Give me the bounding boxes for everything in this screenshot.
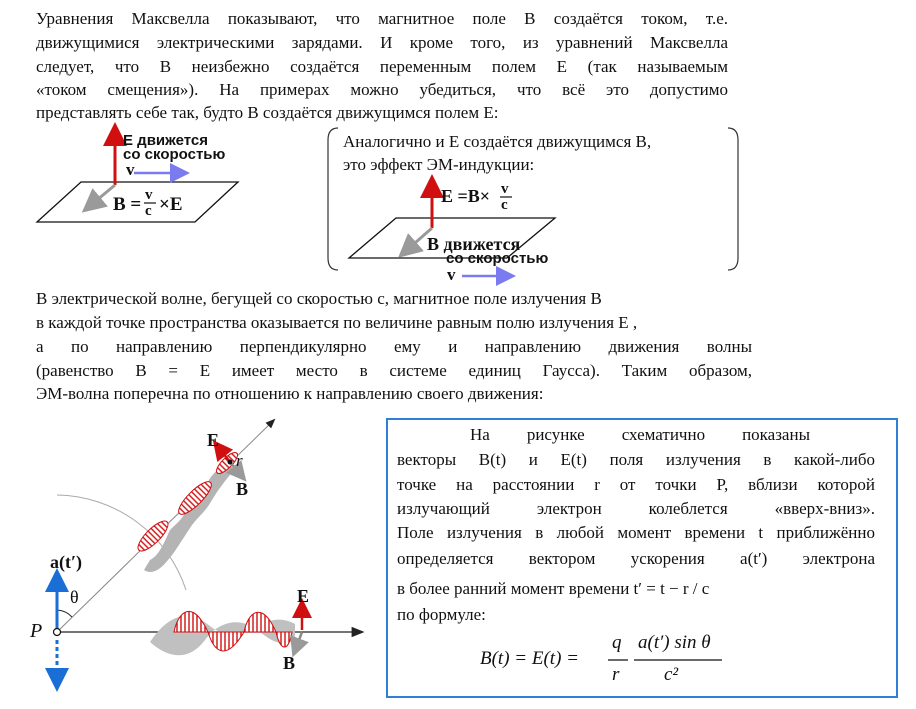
box-line-3: точке на расстоянии r от точки P, вблизи которой — [397, 475, 875, 494]
right-line-1: Аналогично и E создаётся движущимся B, — [343, 132, 652, 151]
left-e-moves: E движется — [123, 132, 208, 149]
wave-line-1: В электрической волне, бегущей со скоростью c, магнитное поле излучения B — [36, 289, 602, 308]
box-line-1: На рисунке схематично показаны — [470, 425, 810, 444]
intro-line-4: «током смещения»). На примерах можно убедиться, что всё это допустимо — [36, 80, 728, 99]
wave-line-3: а по направлению перпендикулярно ему и направлению движения волны — [36, 337, 752, 356]
left-formula-b: B = — [113, 194, 142, 215]
rad-r-label: r — [236, 451, 243, 470]
box-line-8: по формуле: — [397, 605, 486, 624]
b-horizontal-arrow — [296, 632, 302, 648]
rad-b-label-2: B — [283, 653, 296, 673]
right-with-speed: со скоростью — [446, 250, 549, 267]
left-formula-v: v — [145, 187, 153, 203]
rad-e-label: E — [207, 430, 220, 450]
formula-denominator: c² — [664, 664, 679, 685]
wave-line-4: (равенство B = E имеет место в системе единиц Гаусса). Таким образом, — [36, 361, 752, 380]
rad-e-label-2: E — [297, 586, 310, 606]
intro-line-1: Уравнения Максвелла показывают, что магнитное поле B создаётся током, т.е. — [36, 9, 728, 28]
intro-line-3: следует, что B неизбежно создаётся переменным полем E (так называемым — [36, 57, 728, 76]
right-formula-c: c — [501, 197, 508, 213]
rad-b-label: B — [236, 479, 249, 499]
point-p — [54, 629, 61, 636]
formula-q: q — [612, 632, 622, 653]
left-formula-c: c — [145, 203, 152, 219]
bracket-right — [728, 128, 738, 270]
right-formula-e: E =B× — [441, 186, 491, 206]
box-line-5: Поле излучения в любой момент времени t приближённо — [397, 523, 875, 542]
formula-numerator: a(t′) sin θ — [638, 632, 711, 653]
wave-line-5: ЭМ-волна поперечна по отношению к направлению своего движения: — [36, 384, 544, 403]
intro-line-2: движущимися электрическими зарядами. И кроме того, из уравнений Максвелла — [36, 33, 728, 52]
left-formula-e: ×E — [159, 194, 183, 215]
formula-lhs: B(t) = E(t) = — [480, 648, 579, 669]
right-v-label: v — [447, 265, 456, 284]
rad-p-label: P — [30, 620, 43, 642]
box-line-4: излучающий электрон колеблется «вверх-вниз». — [397, 499, 875, 518]
right-formula-v: v — [501, 181, 509, 197]
bracket-left — [328, 128, 338, 270]
right-line-2: это эффект ЭМ-индукции: — [343, 155, 535, 174]
formula-r: r — [612, 664, 620, 685]
radiation-diagram — [54, 420, 363, 680]
left-with-speed: со скоростью — [123, 146, 226, 163]
left-v-label: v — [126, 160, 135, 179]
right-b-label: B движется — [427, 234, 521, 254]
rad-theta: θ — [70, 587, 79, 607]
box-line-6: определяется вектором ускорения a(t′) электрона — [397, 549, 875, 568]
box-line-2: векторы B(t) и E(t) поля излучения в какой-либо — [397, 450, 875, 469]
intro-line-5: представлять себе так, будто B создаётся движущимся полем E: — [36, 103, 499, 122]
wave-line-2: в каждой точке пространства оказывается по величине равным полю излучения E , — [36, 313, 638, 332]
rad-a-label: a(t′) — [50, 552, 83, 572]
box-line-7: в более ранний момент времени t′ = t − r / c — [397, 579, 710, 598]
